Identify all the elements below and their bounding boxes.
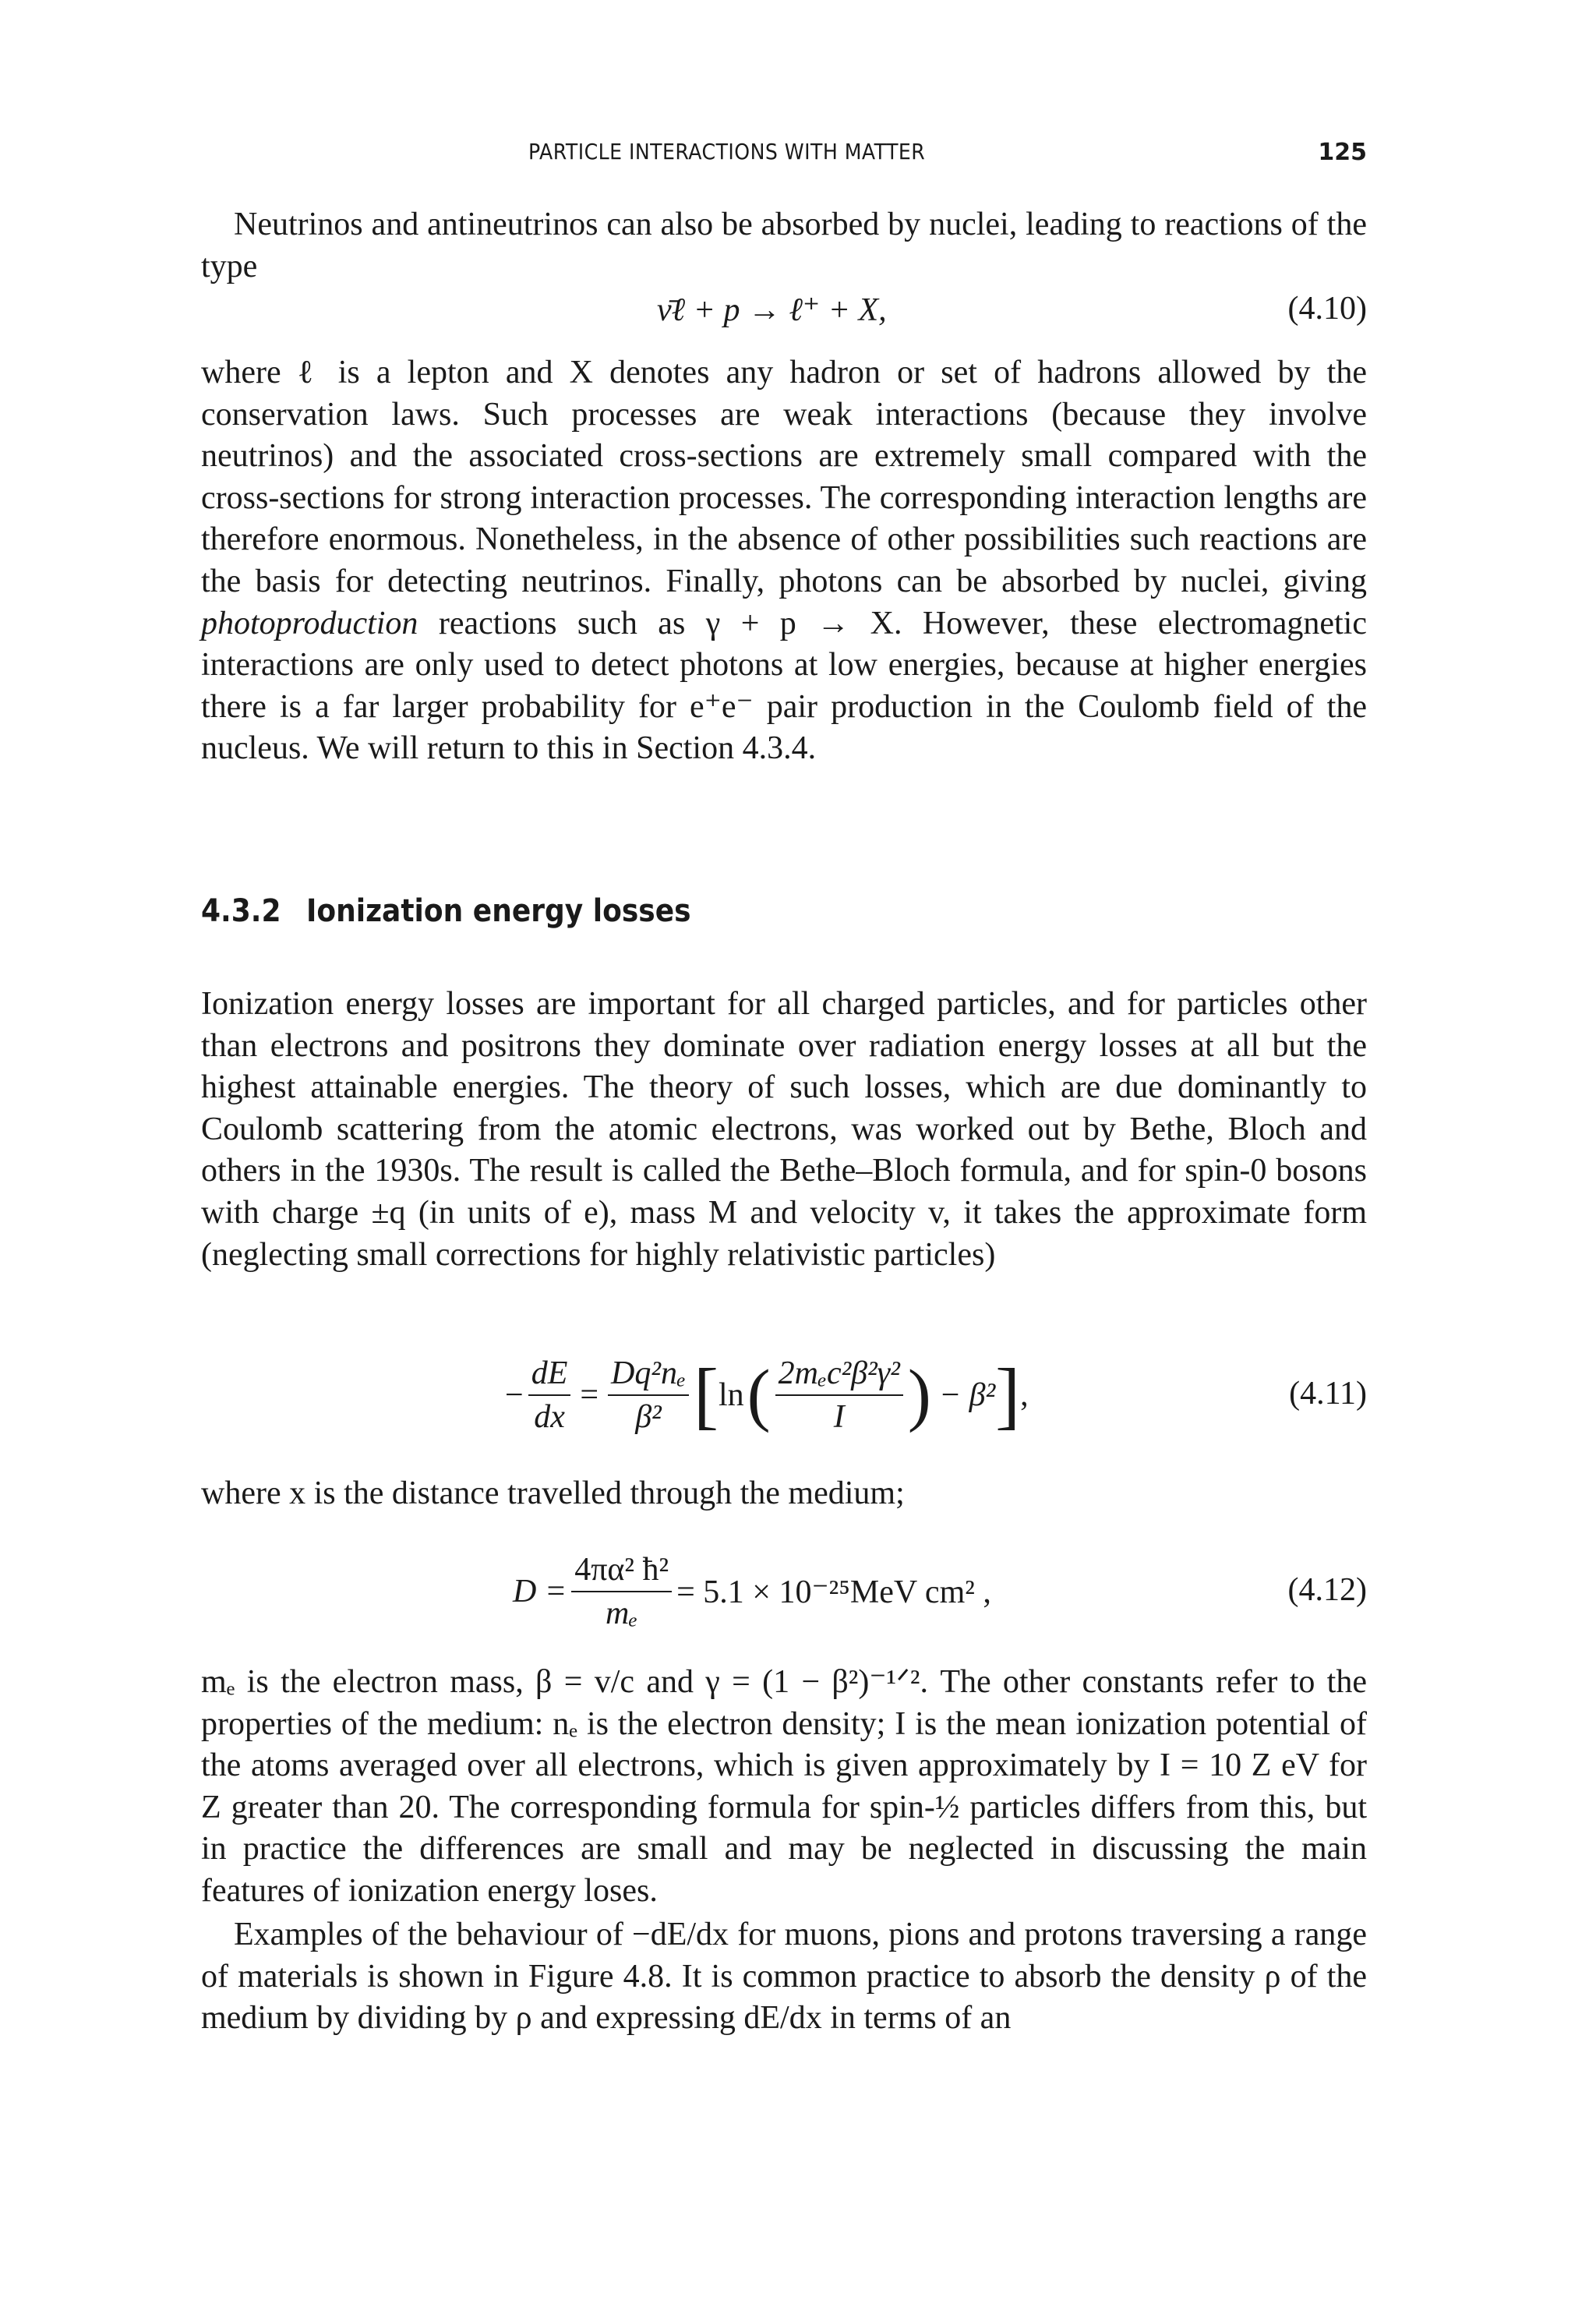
fraction-prefactor: [608, 1355, 689, 1435]
equation-number: (4.10): [1287, 291, 1367, 327]
left-bracket: [: [693, 1353, 719, 1436]
denominator: dx: [534, 1399, 565, 1435]
section-heading: [201, 893, 691, 929]
denominator: β²: [635, 1399, 662, 1435]
section-title: Ionization energy losses: [306, 893, 691, 929]
denominator: mₑ: [605, 1595, 638, 1631]
paragraph-text: Neutrinos and antineutrinos can also be absorbed by nuclei, leading to reactions of the type: [201, 207, 1367, 284]
paragraph-text: where ℓ is a lepton and X denotes any hadron or set of hadrons allowed by the conservation laws. Such processes are weak interactions (because they involve neutrinos) and the associated cross-sections are extremely small compared with the cross-sections for strong interaction processes. The corresponding interaction lengths are therefore enormous. Nonetheless, in the absence of other possibilities such reactions are the basis for detecting neutrinos. Finally, photons can be absorbed by nuclei, giving: [201, 355, 1367, 599]
equation-4-12-body: [513, 1543, 991, 1640]
running-head: [201, 139, 1367, 173]
emphasis-photoproduction: photoproduction: [201, 605, 418, 641]
fraction-bar: [571, 1591, 672, 1592]
running-title: PARTICLE INTERACTIONS WITH MATTER: [528, 139, 926, 164]
equation-4-10-body: ν̄ℓ + p → ℓ⁺ + X,: [657, 292, 887, 328]
numerator: dE: [531, 1355, 568, 1391]
paragraph-text: Ionization energy losses are important for all charged particles, and for particles other than electrons and positrons they dominate over radiation energy losses at all but the highest attainable energies. The theory of such losses, which are due dominantly to Coulomb scattering from the atomic electrons, was worked out by Bethe, Bloch and others in the 1930s. The result is called the Bethe–Bloch formula, and for spin-0 bosons with charge ±q (in units of e), mass M and velocity v, it takes the approximate form (neglecting small corrections for highly relativistic particles): [201, 986, 1367, 1273]
numerator: Dq²nₑ: [611, 1355, 686, 1391]
paragraph-text: Examples of the behaviour of −dE/dx for muons, pions and protons traversing a range of materials is shown in Figure 4.8. It is common practice to absorb the density ρ of the medium by dividing by ρ and expressing dE/dx in terms of an: [201, 1917, 1367, 2037]
page-number: 125: [1318, 139, 1367, 166]
equation-number: (4.11): [1289, 1376, 1367, 1412]
fraction-D: [571, 1552, 672, 1631]
fraction-bar: [528, 1394, 571, 1396]
section-number: 4.3.2: [201, 893, 281, 929]
paragraph-text: reactions such as γ + p → X. However, these electromagnetic interactions are only used to detect photons at low energies, because at higher energies there is a far larger probability for e⁺e⁻ pair production in the Coulomb field of the nucleus. We will return to this in Section 4.3.4.: [201, 605, 1367, 767]
left-paren: (: [747, 1356, 771, 1433]
fraction-bar: [608, 1394, 689, 1396]
fraction-log-argument: [775, 1355, 903, 1435]
right-paren: ): [907, 1356, 931, 1433]
paragraph-distance: [201, 1473, 1367, 1515]
minus-sign: −: [505, 1377, 524, 1413]
fraction-dE-dx: [528, 1355, 571, 1435]
paragraph-text: mₑ is the electron mass, β = v/c and γ = (1 − β²)⁻¹ᐟ². The other constants refer to the properties of the medium: nₑ is the electron density; I is the mean ionization potential of the atoms averaged over all electrons, which is given approximately by I = 10 Z eV for Z greater than 20. The corresponding formula for spin-½ particles differs from this, but in practice the differences are small and may be neglected in discussing the main features of ionization energy loses.: [201, 1664, 1367, 1909]
paragraph-examples: [201, 1914, 1367, 2040]
paragraph-constants: [201, 1662, 1367, 1913]
paragraph-text: where x is the distance travelled through the medium;: [201, 1475, 905, 1511]
equation-rhs: = 5.1 × 10⁻²⁵MeV cm² ,: [676, 1574, 991, 1610]
right-bracket: ]: [995, 1353, 1021, 1436]
paragraph-weak-interactions: [201, 352, 1367, 770]
numerator: 2mₑc²β²γ²: [778, 1355, 900, 1391]
equation-4-11: [201, 1347, 1367, 1443]
denominator: I: [833, 1399, 845, 1435]
beta-term: − β²: [938, 1377, 996, 1413]
paragraph-ionization: [201, 984, 1367, 1276]
equation-4-12: [201, 1543, 1367, 1640]
fraction-bar: [775, 1394, 903, 1396]
equation-number: (4.12): [1287, 1572, 1367, 1608]
ln-operator: ln: [718, 1377, 744, 1413]
numerator: 4πα² ħ²: [574, 1551, 669, 1588]
comma: ,: [1020, 1377, 1029, 1413]
equation-4-11-body: [505, 1347, 1029, 1443]
equation-lhs: D =: [513, 1574, 567, 1610]
equals-sign: =: [580, 1377, 599, 1413]
paragraph-neutrino-absorption: [201, 204, 1367, 288]
